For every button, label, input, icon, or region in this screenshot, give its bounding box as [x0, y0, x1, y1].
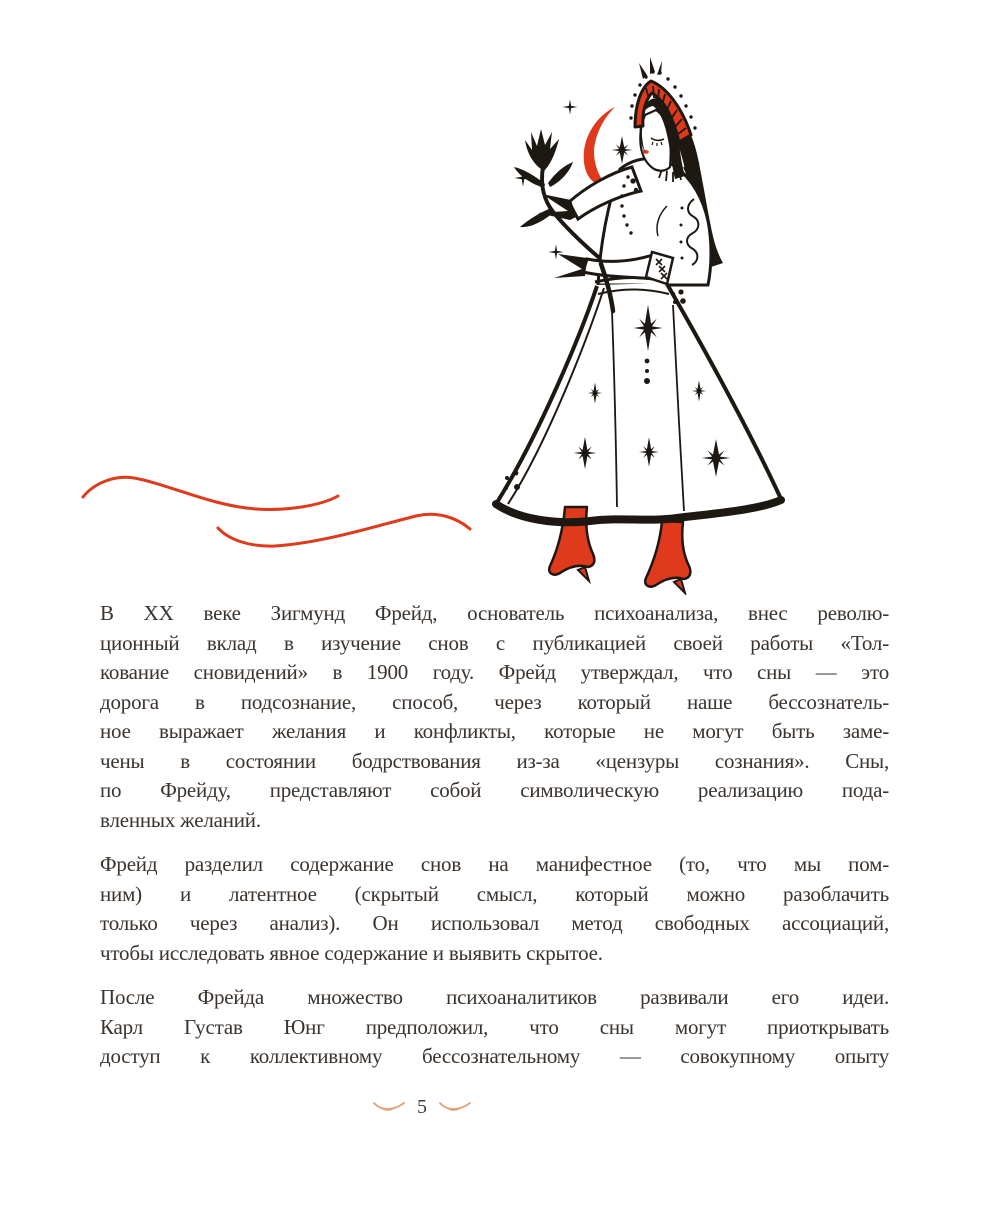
footer-flourish-left-icon: [372, 1100, 406, 1114]
text-line: чены в состоянии бодрствования из-за «цензуры сознания». Сны,: [100, 748, 889, 773]
text-line: ним) и латентное (скрытый смысл, который можно разоблачить: [100, 881, 889, 906]
woman-figure: [496, 57, 782, 593]
hand: [554, 254, 587, 278]
footer-flourish-right-icon: [438, 1100, 472, 1114]
skirt: [496, 278, 782, 523]
text-line: чтобы исследовать явное содержание и выявить скрытое.: [100, 940, 603, 965]
text-line: ционный вклад в изучение снов с публикацией своей работы «Тол-: [100, 630, 889, 655]
page-number: 5: [417, 1096, 427, 1118]
body-text: [100, 599, 889, 1072]
text-line: Карл Густав Юнг предположил, что сны могут приоткрывать: [100, 1014, 889, 1039]
text-line: После Фрейда множество психоаналитиков развивали его идеи.: [100, 985, 889, 1009]
paragraph: [100, 983, 889, 1072]
page-footer: [372, 1094, 472, 1120]
red-wave-ornament-icon: [70, 465, 480, 560]
cuff: [646, 252, 673, 284]
paragraph: [100, 850, 889, 968]
text-line: доступ к коллективному бессознательному — совокупному опыту: [100, 1044, 889, 1068]
text-line: вленных желаний.: [100, 807, 261, 832]
text-line: кование сновидений» в 1900 году. Фрейд утверждал, что сны — это: [100, 660, 889, 684]
text-line: Фрейд разделил содержание снов на манифестное (то, что мы пом-: [100, 852, 889, 876]
text-line: только через анализ). Он использовал метод свободных ассоциаций,: [100, 911, 889, 935]
text-line: дорога в подсознание, способ, через который наше бессознатель-: [100, 689, 889, 714]
illustration-woman-kokoshnik: [470, 55, 800, 595]
text-line: по Фрейду, представляют собой символическую реализацию пода-: [100, 778, 889, 802]
text-line: В XX веке Зигмунд Фрейд, основатель психоанализа, внес револю-: [100, 601, 889, 625]
text-line: ное выражает желания и конфликты, которые не могут быть заме-: [100, 719, 889, 743]
paragraph: [100, 599, 889, 835]
